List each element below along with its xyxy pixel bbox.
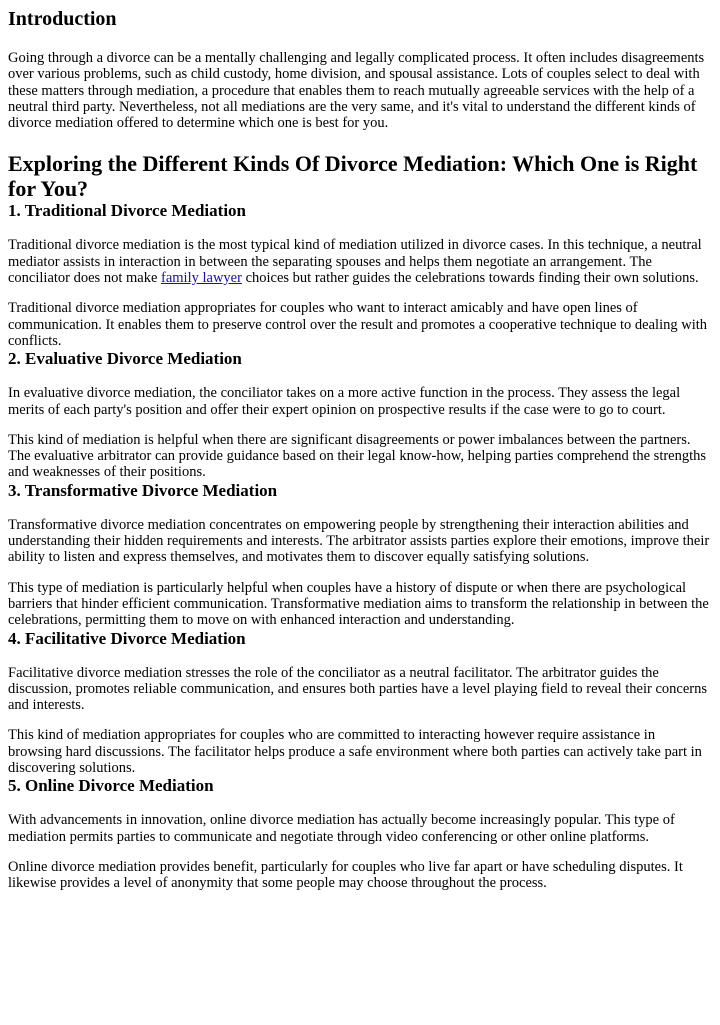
section-paragraph xyxy=(8,237,712,286)
introduction-heading: Introduction xyxy=(8,8,117,30)
section-paragraph: Traditional divorce mediation appropriates for couples who want to interact amicably and have open lines of communication. It enables them to preserve control over the result and promotes a cooperative technique to dealing with conflicts. xyxy=(8,300,707,349)
section-paragraph: In evaluative divorce mediation, the conciliator takes on a more active function in the process. They assess the legal merits of each party's position and offer their expert opinion on prospective results if the case were to go to court. xyxy=(8,385,681,418)
section-heading-evaluative: 2. Evaluative Divorce Mediation xyxy=(8,349,242,369)
section-heading-online: 5. Online Divorce Mediation xyxy=(8,776,214,796)
section-paragraph: Transformative divorce mediation concentrates on empowering people by strengthening their interaction abilities and understanding their hidden requirements and interests. The arbitrator assists parties explore their emotions, improve their ability to listen and express themselves, and motivates them to discover equally satisfying solutions. xyxy=(8,516,710,566)
section-heading-facilitative: 4. Facilitative Divorce Mediation xyxy=(8,628,246,648)
section-paragraph: This kind of mediation is helpful when there are significant disagreements or power imbalances between the partners. The evaluative arbitrator can provide guidance based on their legal know-how, helping parties comprehend the strengths and weaknesses of their positions. xyxy=(8,431,707,481)
article xyxy=(0,7,712,892)
section-heading-transformative: 3. Transformative Divorce Mediation xyxy=(8,480,278,500)
paragraph-text: Traditional divorce mediation is the most typical kind of mediation utilized in divorce cases. In this technique, a neutral mediator assists in interaction in between the separating spouses and helps them negotiate an arrangement. The conciliator does not make xyxy=(8,237,702,287)
page-title: Exploring the Different Kinds Of Divorce Mediation: Which One is Right for You? xyxy=(8,151,698,202)
family-lawyer-link[interactable]: family lawyer xyxy=(161,270,242,287)
introduction-paragraph: Going through a divorce can be a mentally challenging and legally complicated process. It often includes disagreements over various problems, such as child custody, home division, and spousal assistance. Lots of couples select to deal with these matters through mediation, a procedure that enables them to reach mutually agreeable services with the help of a neutral third party. Nevertheless, not all mediations are the very same, and it's vital to understand the different kinds of divorce mediation offered to determine which one is best for you. xyxy=(8,50,705,132)
paragraph-text: choices but rather guides the celebrations towards finding their own solutions. xyxy=(241,270,699,287)
section-paragraph: This type of mediation is particularly helpful when couples have a history of dispute or when there are psychological barriers that hinder efficient communication. Transformative mediation aims to transform the relationship in between the celebrations, permitting them to move on with enhanced interaction and understanding. xyxy=(8,579,709,629)
section-paragraph: Online divorce mediation provides benefit, particularly for couples who live far apart or have scheduling disputes. It likewise provides a level of anonymity that some people may choose throughout the process. xyxy=(8,858,683,892)
section-heading-traditional: 1. Traditional Divorce Mediation xyxy=(8,201,246,221)
section-paragraph: This kind of mediation appropriates for couples who are committed to interacting however require assistance in browsing hard discussions. The facilitator helps produce a safe environment where both parties can actively take part in discovering solutions. xyxy=(8,727,702,777)
section-paragraph: Facilitative divorce mediation stresses the role of the conciliator as a neutral facilitator. The arbitrator guides the discussion, promotes reliable communication, and ensures both parties have a level playing field to reveal their concerns and interests. xyxy=(8,664,708,714)
section-paragraph: With advancements in innovation, online divorce mediation has actually become increasingly popular. This type of mediation permits parties to communicate and negotiate through video conferencing or other online platforms. xyxy=(8,812,675,845)
